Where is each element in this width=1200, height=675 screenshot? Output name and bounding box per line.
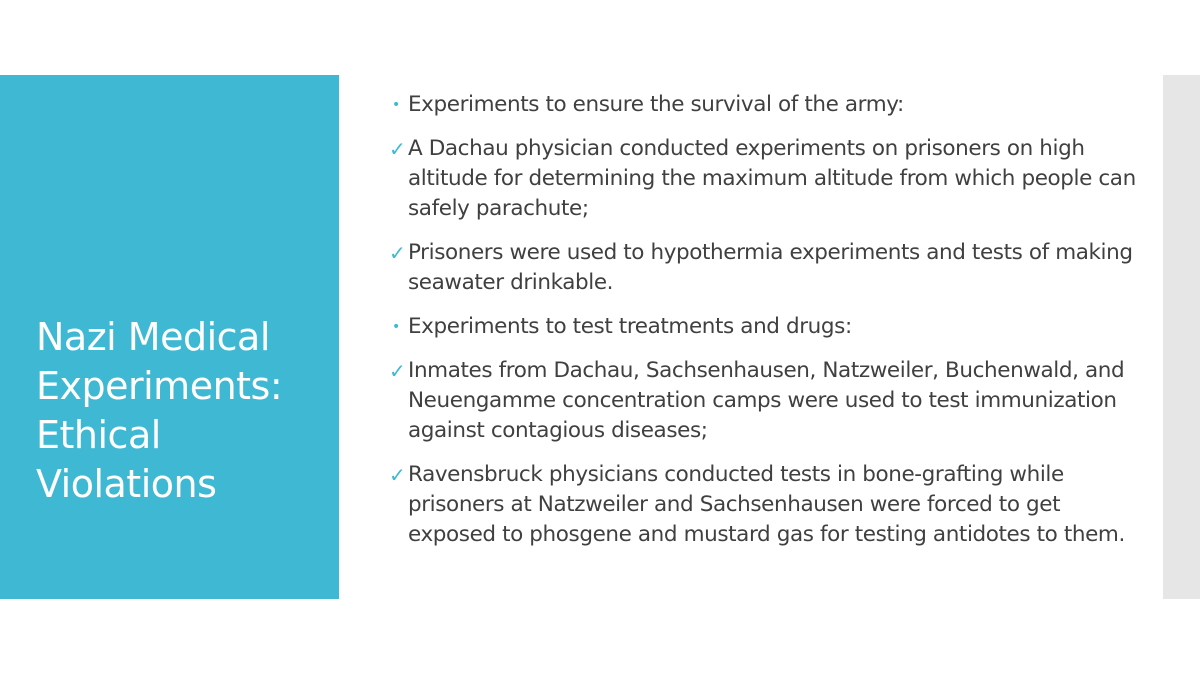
slide-title: Nazi Medical Experiments: Ethical Violations [36,315,283,506]
checkmark-icon: ✓ [389,241,406,265]
bullet-item-immunization [389,356,1149,446]
side-bar [1163,75,1200,599]
bullet-item-bone-grafting [389,460,1149,550]
bullet-item-army [389,90,1149,120]
bullet-item-high-altitude [389,134,1149,224]
checkmark-icon: ✓ [389,463,406,487]
bullet-item-treatments [389,312,1149,342]
checkmark-icon: ✓ [389,137,406,161]
bullet-list [389,90,1149,550]
bullet-dot-icon: • [392,319,400,335]
title-panel [0,75,339,599]
checkmark-icon: ✓ [389,359,406,383]
bullet-text: Ravensbruck physicians conducted tests in bone-grafting while prisoners at Natzweiler and Sachsenhausen were forced to get exposed to phosgene and mustard gas for testing antidotes to them. [408,462,1125,547]
bullet-text: Prisoners were used to hypothermia experiments and tests of making seawater drinkable. [408,240,1133,295]
bullet-item-hypothermia [389,238,1149,298]
slide-content [389,90,1149,564]
bullet-text: Experiments to test treatments and drugs: [408,314,852,339]
bullet-dot-icon: • [392,97,400,113]
bullet-text: Inmates from Dachau, Sachsenhausen, Natzweiler, Buchenwald, and Neuengamme concentration camps were used to test immunization against contagious diseases; [408,358,1125,443]
bullet-text: A Dachau physician conducted experiments on prisoners on high altitude for determining the maximum altitude from which people can safely parachute; [408,136,1136,221]
bullet-text: Experiments to ensure the survival of the army: [408,92,904,117]
